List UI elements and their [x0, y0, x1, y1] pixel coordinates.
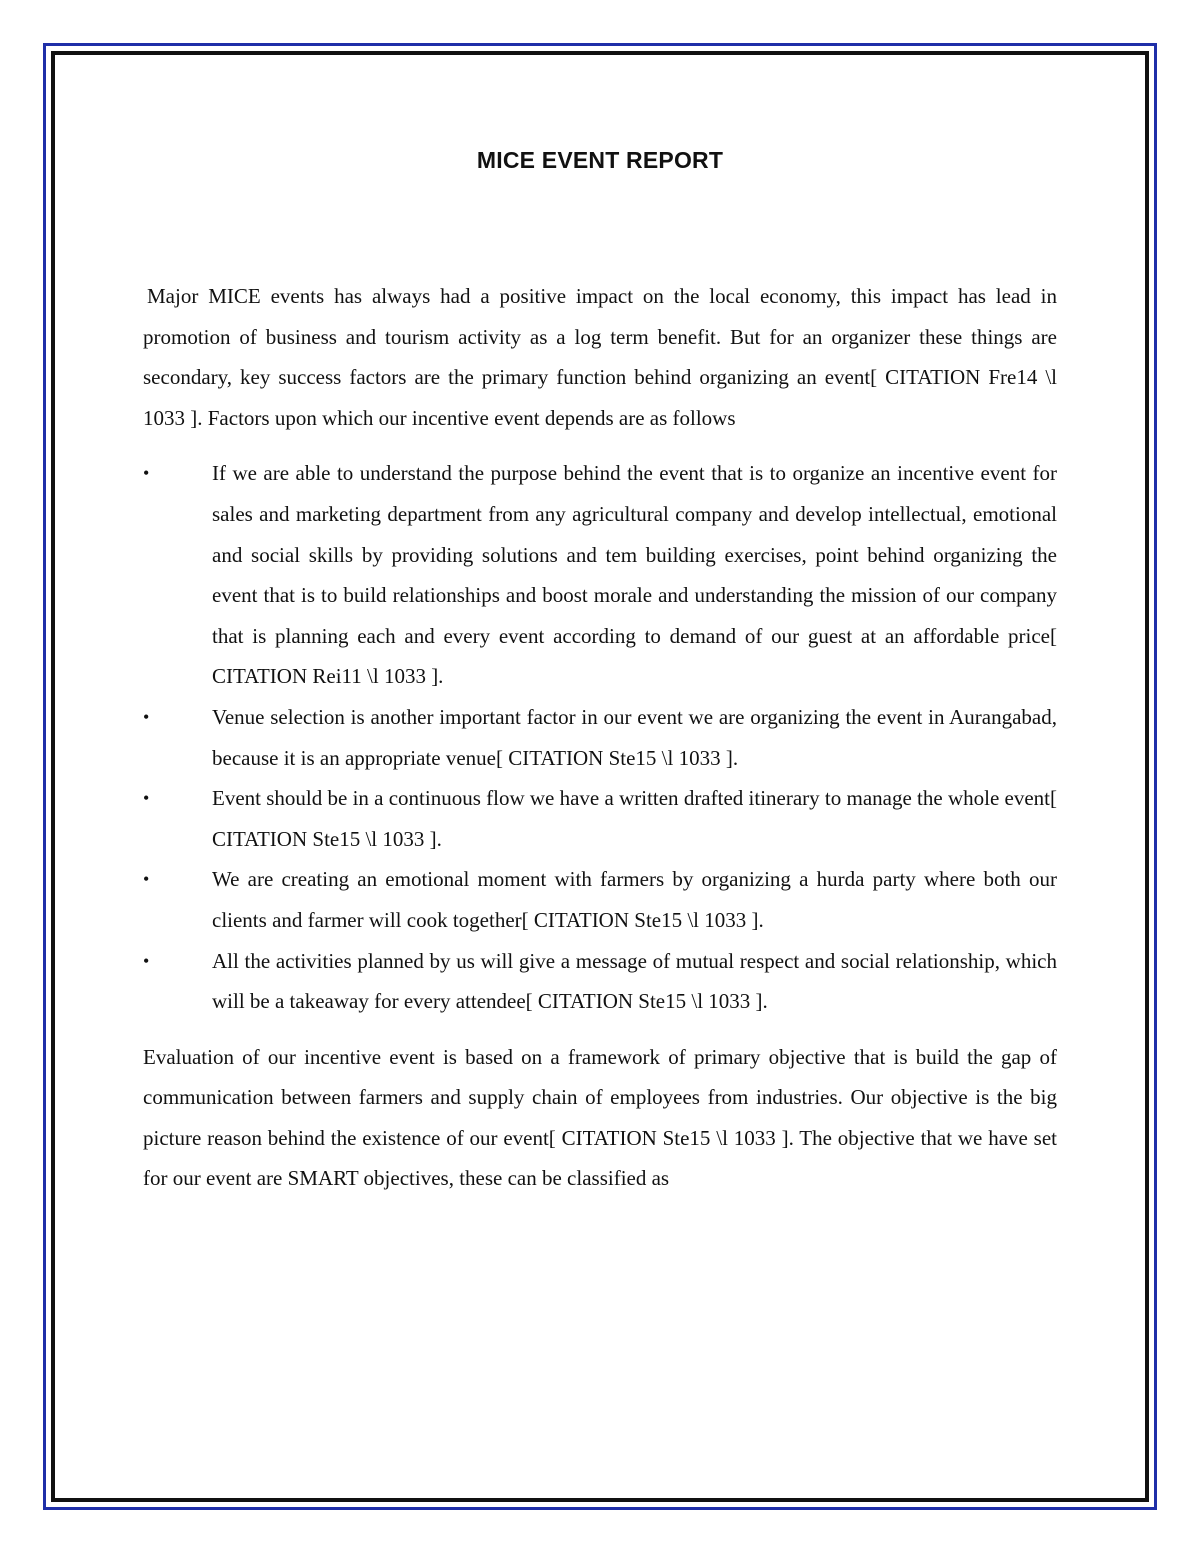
- list-item: [143, 697, 1057, 778]
- list-item-text: If we are able to understand the purpose behind the event that is to organize an incentive event for sales and marketing department from any agricultural company and develop intellectual, emotional and social skills by providing solutions and tem building exercises, point behind organizing the event that is to build relationships and boost morale and understanding the mission of our company that is planning each and every event according to demand of our guest at an affordable price[ CITATION Rei11 \l 1033 ].: [212, 461, 1057, 689]
- list-item: [143, 941, 1057, 1022]
- list-item-text: We are creating an emotional moment with farmers by organizing a hurda party where both our clients and farmer will cook together[ CITATION Ste15 \l 1033 ].: [212, 867, 1057, 932]
- bullet-icon: •: [143, 463, 150, 484]
- document-body: [143, 140, 1057, 1199]
- bullet-icon: •: [143, 788, 150, 809]
- list-item: [143, 453, 1057, 697]
- list-item: [143, 778, 1057, 859]
- closing-text: The objective that we have set for our event are SMART objectives, these can be classified as: [143, 1125, 1058, 1191]
- document-title: MICE EVENT REPORT: [476, 147, 724, 173]
- intro-paragraph: Major MICE events has always had a positive impact on the local economy, this impact has lead in promotion of business and tourism activity as a log term benefit. But for an organizer these things are secondary, key success factors are the primary function behind organizing an event[ CITATION Fre14 \l 1033 ]. Factors upon which our incentive event depends are as follows: [143, 284, 1057, 430]
- list-item-text: Venue selection is another important factor in our event we are organizing the event in Aurangabad, because it is an appropriate venue[ CITATION Ste15 \l 1033 ].: [212, 704, 1057, 770]
- bullet-icon: •: [143, 706, 150, 727]
- factors-list: [143, 453, 1057, 1021]
- list-item: [143, 859, 1057, 940]
- evaluation-paragraph: [143, 1037, 1057, 1199]
- list-item-text: All the activities planned by us will give a message of mutual respect and social relationship, which will be a takeaway for every attendee[ CITATION Ste15 \l 1033 ].: [212, 948, 1057, 1014]
- evaluation-text: Evaluation of our incentive event is based on a framework of primary objective that is build the gap of communication between farmers and supply chain of employees from industries. Our objective is the big picture reason behind the existence of our event[ CITATION Ste15 \l 1033 ].: [143, 1044, 1057, 1150]
- bullet-icon: •: [143, 950, 150, 971]
- bullet-icon: •: [143, 869, 150, 890]
- list-item-text: Event should be in a continuous flow we have a written drafted itinerary to manage the whole event[ CITATION Ste15 \l 1033 ].: [212, 786, 1057, 851]
